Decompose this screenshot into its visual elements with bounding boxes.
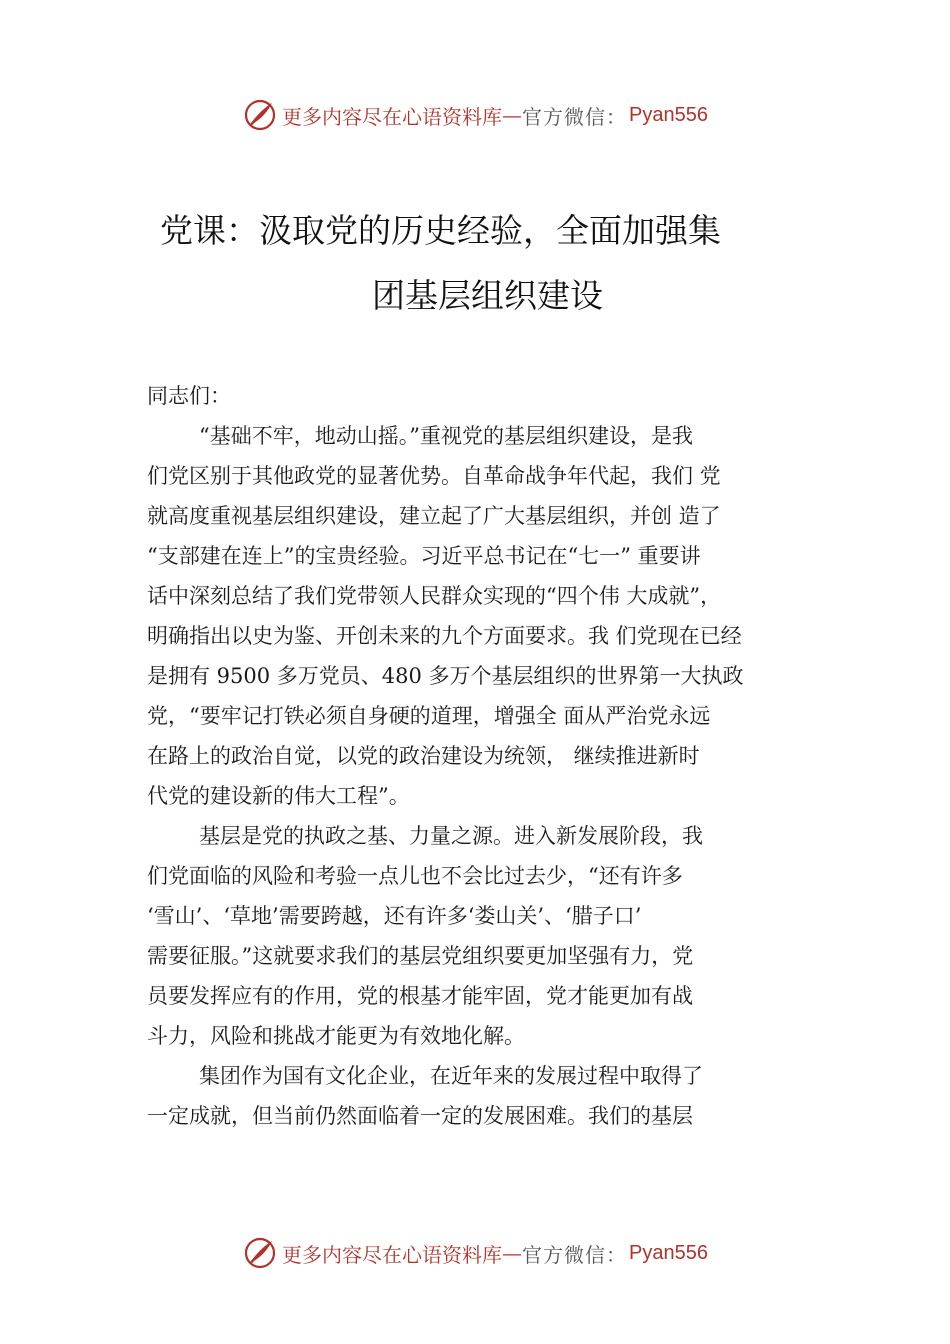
paragraph-1 bbox=[147, 416, 837, 816]
paragraph-line: 在路上的政治自觉，以党的政治建设为统领， 继续推进新时 bbox=[147, 744, 700, 768]
document-title-line-1: 党课：汲取党的历史经验，全面加强集 bbox=[160, 211, 721, 250]
paragraph-line: 一定成就，但当前仍然面临着一定的发展困难。我们的基层 bbox=[147, 1104, 693, 1128]
banner-dash: — bbox=[502, 103, 523, 127]
paragraph-line: 话中深刻总结了我们党带领人民群众实现的“四个伟 大成就”， bbox=[147, 584, 722, 608]
quill-logo-icon bbox=[242, 97, 278, 133]
paragraph-line: ‘雪山’、‘草地’需要跨越，还有许多‘娄山关’、‘腊子口’ bbox=[147, 904, 642, 928]
banner-lead-text: 更多内容尽在心语资料库 bbox=[282, 104, 503, 129]
salutation: 同志们： bbox=[147, 384, 231, 408]
paragraph-line: “支部建在连上”的宝贵经验。习近平总书记在“七一” 重要讲 bbox=[147, 544, 701, 568]
paragraph-line: 员要发挥应有的作用，党的根基才能牢固，党才能更加有战 bbox=[147, 984, 693, 1008]
paragraph-line: 是拥有 9500 多万党员、480 多万个基层组织的世界第一大执政 bbox=[147, 664, 744, 688]
paragraph-line: 就高度重视基层组织建设，建立起了广大基层组织，并创 造了 bbox=[147, 504, 721, 528]
paragraph-line: 们党区别于其他政党的显著优势。自革命战争年代起，我们 党 bbox=[147, 464, 721, 488]
paragraph-line: 斗力，风险和挑战才能更为有效地化解。 bbox=[147, 1024, 525, 1048]
banner-wechat-label: 官方微信： bbox=[522, 1242, 628, 1267]
paragraph-2 bbox=[147, 816, 837, 1056]
banner-wechat-id: Pyan556 bbox=[629, 1241, 708, 1264]
paragraph-line: 需要征服。”这就要求我们的基层党组织要更加坚强有力，党 bbox=[147, 944, 694, 968]
footer-banner bbox=[0, 1231, 950, 1275]
banner-wechat-id: Pyan556 bbox=[629, 103, 708, 126]
banner-lead-text: 更多内容尽在心语资料库 bbox=[282, 1242, 503, 1267]
paragraph-line: 代党的建设新的伟大工程”。 bbox=[147, 784, 410, 808]
paragraph-line: “基础不牢，地动山摇。”重视党的基层组织建设，是我 bbox=[199, 424, 693, 448]
paragraph-line: 集团作为国有文化企业，在近年来的发展过程中取得了 bbox=[199, 1064, 703, 1088]
document-title-line-2: 团基层组织建设 bbox=[372, 276, 603, 315]
paragraph-line: 党，“要牢记打铁必须自身硬的道理，增强全 面从严治党永远 bbox=[147, 704, 711, 728]
paragraph-line: 基层是党的执政之基、力量之源。进入新发展阶段，我 bbox=[199, 824, 703, 848]
banner-dash: — bbox=[502, 1241, 523, 1265]
quill-logo-icon bbox=[242, 1235, 278, 1271]
paragraph-line: 们党面临的风险和考验一点儿也不会比过去少，“还有许多 bbox=[147, 864, 683, 888]
header-banner bbox=[0, 93, 950, 137]
banner-wechat-label: 官方微信： bbox=[522, 104, 628, 129]
paragraph-line: 明确指出以史为鉴、开创未来的九个方面要求。我 们党现在已经 bbox=[147, 624, 742, 648]
paragraph-3 bbox=[147, 1056, 837, 1136]
document-body bbox=[147, 376, 837, 1136]
